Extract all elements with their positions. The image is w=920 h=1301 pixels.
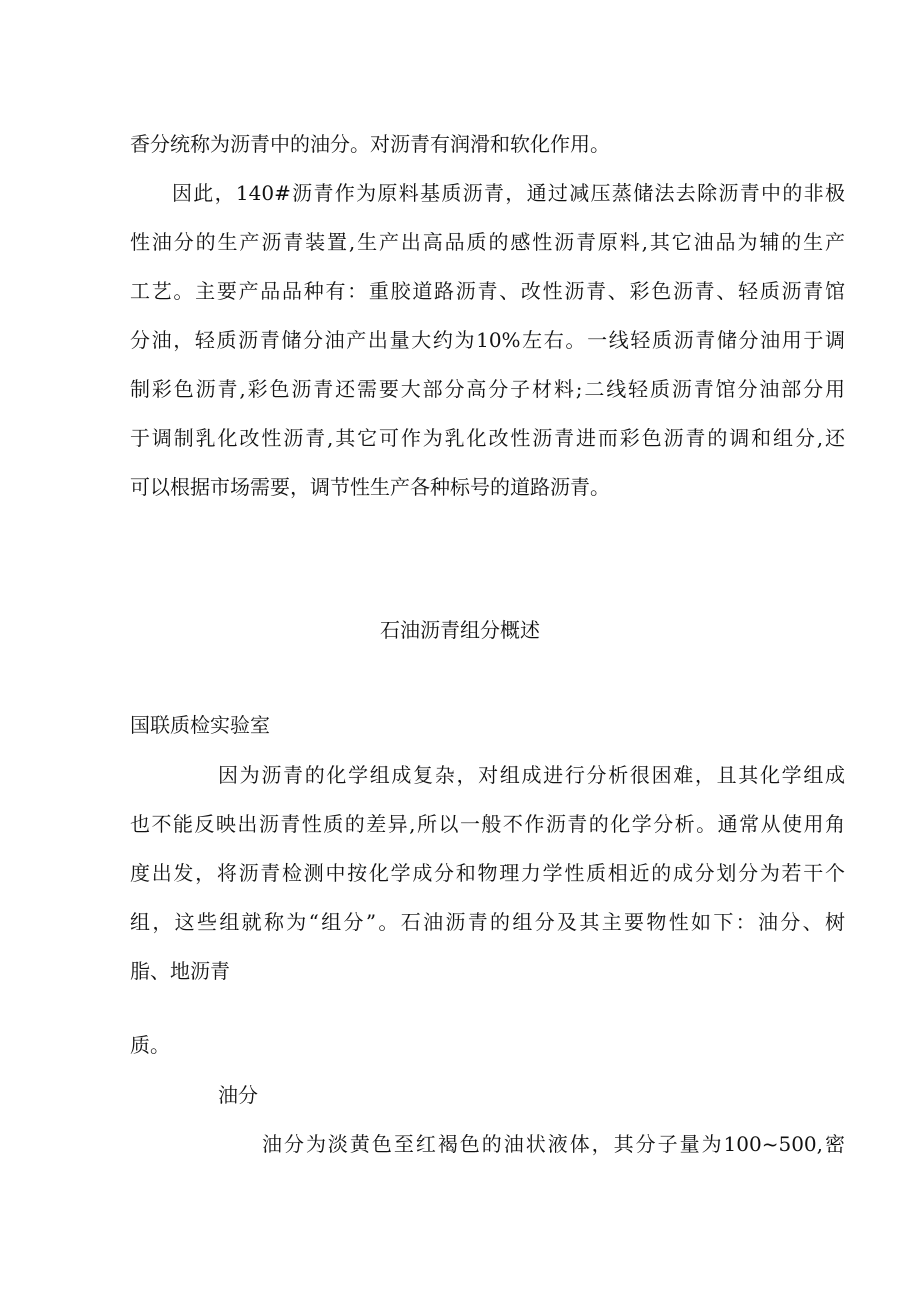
lab-name: 国联质检实验室 <box>130 713 270 737</box>
paragraph-1-line-1: 香分统称为沥青中的油分。对沥青有润滑和软化作用。 <box>130 132 610 156</box>
paragraph-2-line-1: 因此，140#沥青作为原料基质沥青，通过减压蒸储法去除沥青中的非极 <box>172 181 845 205</box>
paragraph-2-line-7: 可以根据市场需要，调节性生产各种标号的道路沥青。 <box>130 475 610 499</box>
subsection-title: 油分 <box>218 1083 258 1107</box>
paragraph-3-line-1: 因为沥青的化学组成复杂，对组成进行分析很困难，且其化学组成 <box>218 763 845 787</box>
paragraph-3-line-3: 度出发，将沥青检测中按化学成分和物理力学性质相近的成分划分为若干个 <box>130 861 845 885</box>
paragraph-2-line-6: 于调制乳化改性沥青,其它可作为乳化改性沥青进而彩色沥青的调和组分,还 <box>130 426 845 450</box>
paragraph-3-line-4: 组，这些组就称为“组分”。石油沥青的组分及其主要物性如下：油分、树 <box>130 910 845 934</box>
paragraph-3-tail: 质。 <box>130 1033 170 1057</box>
section-title: 石油沥青组分概述 <box>380 618 540 642</box>
paragraph-2-line-4: 分油，轻质沥青储分油产出量大约为10%左右。一线轻质沥青储分油用于调 <box>130 328 845 352</box>
paragraph-2-line-3: 工艺。主要产品品种有：重胶道路沥青、改性沥青、彩色沥青、轻质沥青馆 <box>130 279 845 303</box>
paragraph-4-line-1: 油分为淡黄色至红褐色的油状液体，其分子量为100~500,密 <box>262 1132 845 1156</box>
paragraph-3-line-2: 也不能反映出沥青性质的差异,所以一般不作沥青的化学分析。通常从使用角 <box>130 812 845 836</box>
paragraph-3-line-5: 脂、地沥青 <box>130 959 230 983</box>
paragraph-2-line-2: 性油分的生产沥青装置,生产出高品质的感性沥青原料,其它油品为辅的生产 <box>130 230 845 254</box>
paragraph-2-line-5: 制彩色沥青,彩色沥青还需要大部分高分子材料;二线轻质沥青馆分油部分用 <box>130 377 845 401</box>
